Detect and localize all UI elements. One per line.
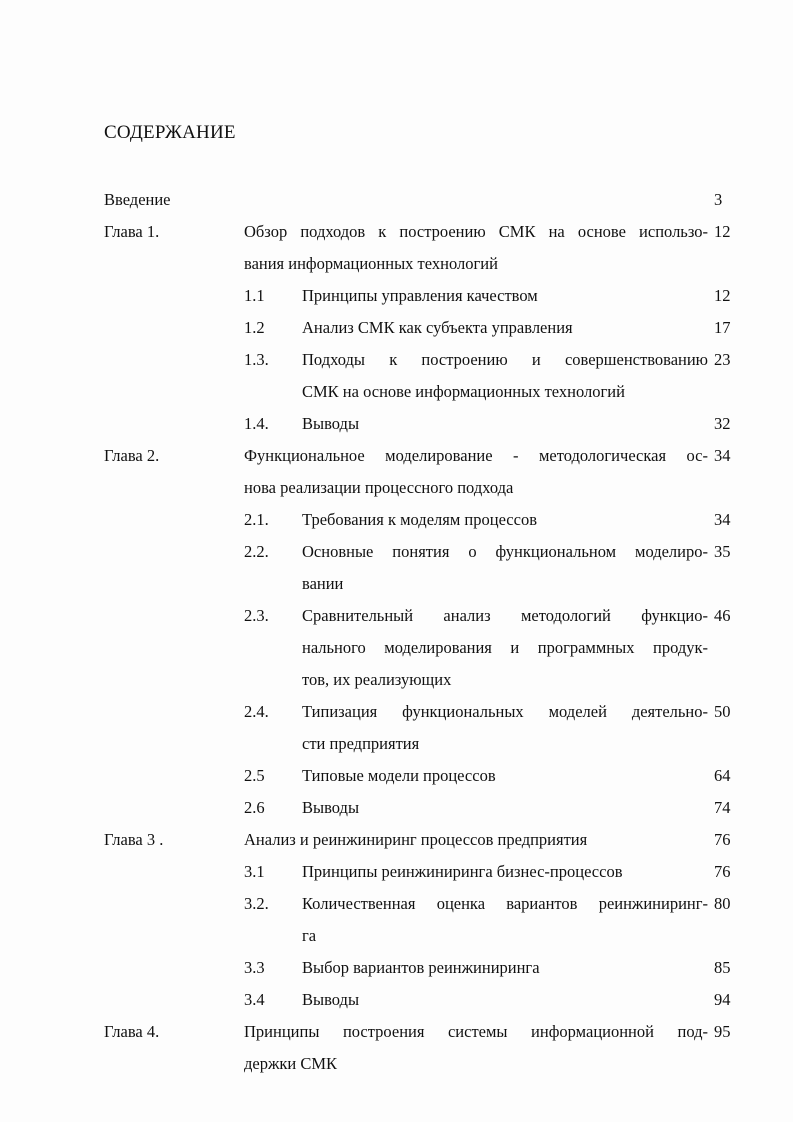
toc-page-number: 80 (714, 894, 731, 913)
toc-section-number: 1.1 (244, 286, 265, 305)
toc-title-line: Выводы (302, 798, 360, 817)
toc-title-line: Анализ СМК как субъекта управления (302, 318, 573, 337)
toc-section-row (104, 504, 744, 536)
toc-section-row (104, 696, 744, 760)
toc-title-line: нова реализации процессного подхода (244, 478, 514, 497)
toc-entry-title (302, 504, 708, 536)
toc-entry-title (302, 952, 708, 984)
toc-section-row (104, 760, 744, 792)
toc-entry-title (244, 440, 708, 504)
toc-page-number: 76 (714, 830, 731, 849)
toc-entry-title (302, 792, 708, 824)
toc-page-number: 12 (714, 286, 731, 305)
toc-entry-title (302, 984, 708, 1016)
toc-title-line: Принципы управления качеством (302, 286, 538, 305)
toc-section-number: 2.5 (244, 766, 265, 785)
toc-title-line: Принципы построения системы информационной под- (244, 1022, 708, 1041)
toc-entry-title (302, 856, 708, 888)
toc-entry-title (244, 1016, 708, 1080)
toc-section-number: 1.4. (244, 414, 269, 433)
toc-section-row (104, 408, 744, 440)
page-title: СОДЕРЖАНИЕ (104, 122, 236, 143)
toc-title-line: Типовые модели процессов (302, 766, 496, 785)
toc-page-number: 34 (714, 510, 731, 529)
toc-chapter-label: Глава 3 . (104, 830, 164, 849)
toc-page-number: 76 (714, 862, 731, 881)
toc-title-line: СМК на основе информационных технологий (302, 382, 625, 401)
toc-page-number: 95 (714, 1022, 731, 1041)
toc-title-line: Типизация функциональных моделей деятельно- (302, 702, 708, 721)
toc-intro-label: Введение (104, 190, 171, 209)
toc-entry-title (302, 536, 708, 600)
toc-chapter-label: Глава 1. (104, 222, 160, 241)
toc-title-line: Требования к моделям процессов (302, 510, 537, 529)
toc-section-number: 2.3. (244, 606, 269, 625)
toc-page-number: 12 (714, 222, 731, 241)
toc-section-row (104, 952, 744, 984)
toc-section-number: 2.4. (244, 702, 269, 721)
toc-page-number: 94 (714, 990, 731, 1009)
toc-title-line: Подходы к построению и совершенствованию (302, 350, 708, 369)
toc-section-number: 1.3. (244, 350, 269, 369)
toc-section-row (104, 312, 744, 344)
toc-section-row (104, 856, 744, 888)
toc-section-row (104, 984, 744, 1016)
toc-entry-title (302, 344, 708, 408)
toc-entry-title (302, 760, 708, 792)
toc-title-line: Функциональное моделирование - методологическая ос- (244, 446, 708, 465)
toc-title-line: держки СМК (244, 1054, 338, 1073)
toc-section-number: 1.2 (244, 318, 265, 337)
toc-section-number: 3.1 (244, 862, 265, 881)
toc-page-number: 74 (714, 798, 731, 817)
toc-chapter-row (104, 440, 744, 504)
toc-section-number: 3.3 (244, 958, 265, 977)
toc-section-number: 3.2. (244, 894, 269, 913)
toc-chapter-row (104, 1016, 744, 1080)
toc-page-number: 17 (714, 318, 731, 337)
toc-title-line: га (302, 926, 317, 945)
toc-page-number: 50 (714, 702, 731, 721)
toc-title-line: Обзор подходов к построению СМК на основе использо- (244, 222, 708, 241)
toc-title-line: Количественная оценка вариантов реинжиниринг- (302, 894, 708, 913)
toc-title-line: вании (302, 574, 344, 593)
toc-title-line: Анализ и реинжиниринг процессов предприятия (244, 830, 588, 849)
toc-entry-title (302, 600, 708, 696)
table-of-contents (104, 184, 744, 1080)
toc-page-number: 35 (714, 542, 731, 561)
toc-entry-title (302, 408, 708, 440)
toc-entry-title (302, 312, 708, 344)
toc-section-number: 2.2. (244, 542, 269, 561)
toc-page-number: 3 (714, 190, 723, 209)
toc-entry-title (302, 280, 708, 312)
toc-entry-title (244, 824, 708, 856)
toc-section-row (104, 280, 744, 312)
toc-section-row (104, 536, 744, 600)
toc-section-row (104, 600, 744, 696)
toc-section-row (104, 888, 744, 952)
toc-title-line: вания информационных технологий (244, 254, 498, 273)
toc-title-line: Основные понятия о функциональном моделиро- (302, 542, 708, 561)
toc-intro-row (104, 184, 744, 216)
toc-page-number: 34 (714, 446, 731, 465)
toc-chapter-row (104, 824, 744, 856)
toc-section-row (104, 344, 744, 408)
toc-title-line: Выводы (302, 990, 360, 1009)
toc-page-number: 32 (714, 414, 731, 433)
toc-section-number: 2.1. (244, 510, 269, 529)
toc-section-number: 2.6 (244, 798, 265, 817)
toc-chapter-label: Глава 2. (104, 446, 160, 465)
toc-title-line: Выводы (302, 414, 360, 433)
toc-chapter-row (104, 216, 744, 280)
toc-section-number: 3.4 (244, 990, 265, 1009)
toc-entry-title (302, 888, 708, 952)
toc-page-number: 46 (714, 606, 731, 625)
toc-title-line: Выбор вариантов реинжиниринга (302, 958, 540, 977)
toc-title-line: Принципы реинжиниринга бизнес-процессов (302, 862, 623, 881)
toc-title-line: сти предприятия (302, 734, 420, 753)
toc-page-number: 23 (714, 350, 731, 369)
toc-entry-title (244, 216, 708, 280)
toc-title-line: нального моделирования и программных продук- (302, 638, 708, 657)
toc-title-line: Сравнительный анализ методологий функцио- (302, 606, 708, 625)
toc-entry-title (302, 696, 708, 760)
toc-page-number: 64 (714, 766, 731, 785)
toc-title-line: тов, их реализующих (302, 670, 452, 689)
toc-section-row (104, 792, 744, 824)
toc-page-number: 85 (714, 958, 731, 977)
toc-chapter-label: Глава 4. (104, 1022, 160, 1041)
